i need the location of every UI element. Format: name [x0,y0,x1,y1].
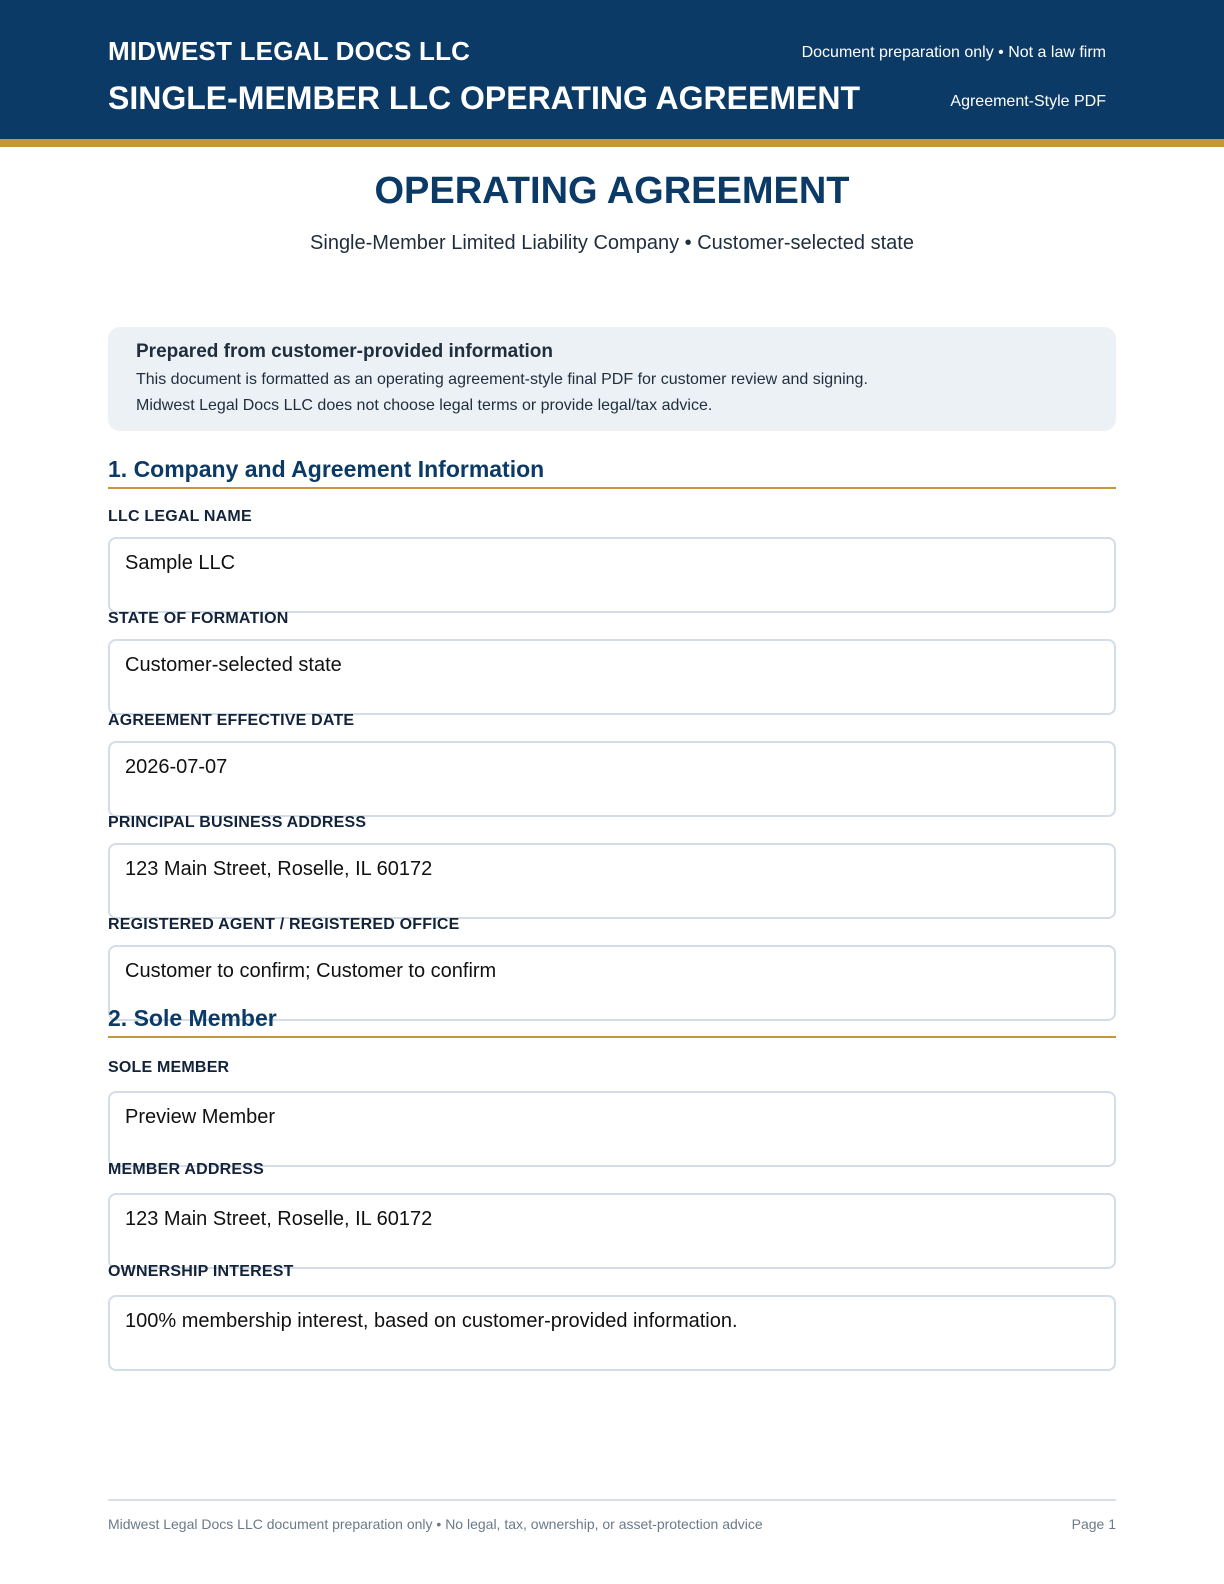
footer-divider [108,1499,1116,1501]
field-label-member-address: MEMBER ADDRESS [108,1161,264,1178]
page-number: Page 1 [1071,1516,1116,1532]
footer-disclaimer: Midwest Legal Docs LLC document preparation only • No legal, tax, ownership, or asset-protection advice [108,1516,763,1532]
document-type-title: SINGLE-MEMBER LLC OPERATING AGREEMENT [108,80,860,116]
field-registered-agent: Customer to confirm; Customer to confirm [108,945,1116,1021]
section-heading-company: 1. Company and Agreement Information [108,456,1116,489]
field-label-business-address: PRINCIPAL BUSINESS ADDRESS [108,814,367,831]
pdf-style-label: Agreement-Style PDF [950,93,1106,110]
field-label-ownership-interest: OWNERSHIP INTEREST [108,1263,294,1280]
field-label-sole-member: SOLE MEMBER [108,1059,230,1076]
info-notice [108,327,1116,431]
field-label-llc-name: LLC LEGAL NAME [108,508,252,525]
field-label-registered-agent: REGISTERED AGENT / REGISTERED OFFICE [108,916,460,933]
field-sole-member: Preview Member [108,1091,1116,1167]
page-title: OPERATING AGREEMENT [374,170,850,212]
field-member-address: 123 Main Street, Roselle, IL 60172 [108,1193,1116,1269]
field-llc-name: Sample LLC [108,537,1116,613]
field-ownership-interest: 100% membership interest, based on customer-provided information. [108,1295,1116,1371]
field-label-state: STATE OF FORMATION [108,610,289,627]
field-effective-date: 2026-07-07 [108,741,1116,817]
notice-text-line: This document is formatted as an operating agreement-style final PDF for customer review and signing. [136,371,868,388]
document-header [0,0,1224,147]
field-label-effective-date: AGREEMENT EFFECTIVE DATE [108,712,355,729]
field-business-address: 123 Main Street, Roselle, IL 60172 [108,843,1116,919]
field-state-of-formation: Customer-selected state [108,639,1116,715]
section-heading-sole-member: 2. Sole Member [108,1005,1116,1038]
page-subtitle: Single-Member Limited Liability Company • Customer-selected state [310,232,914,254]
notice-heading: Prepared from customer-provided information [136,341,554,362]
notice-text-line: Midwest Legal Docs LLC does not choose legal terms or provide legal/tax advice. [136,397,713,414]
brand-name: MIDWEST LEGAL DOCS LLC [108,36,471,66]
header-tagline: Document preparation only • Not a law firm [801,44,1106,61]
